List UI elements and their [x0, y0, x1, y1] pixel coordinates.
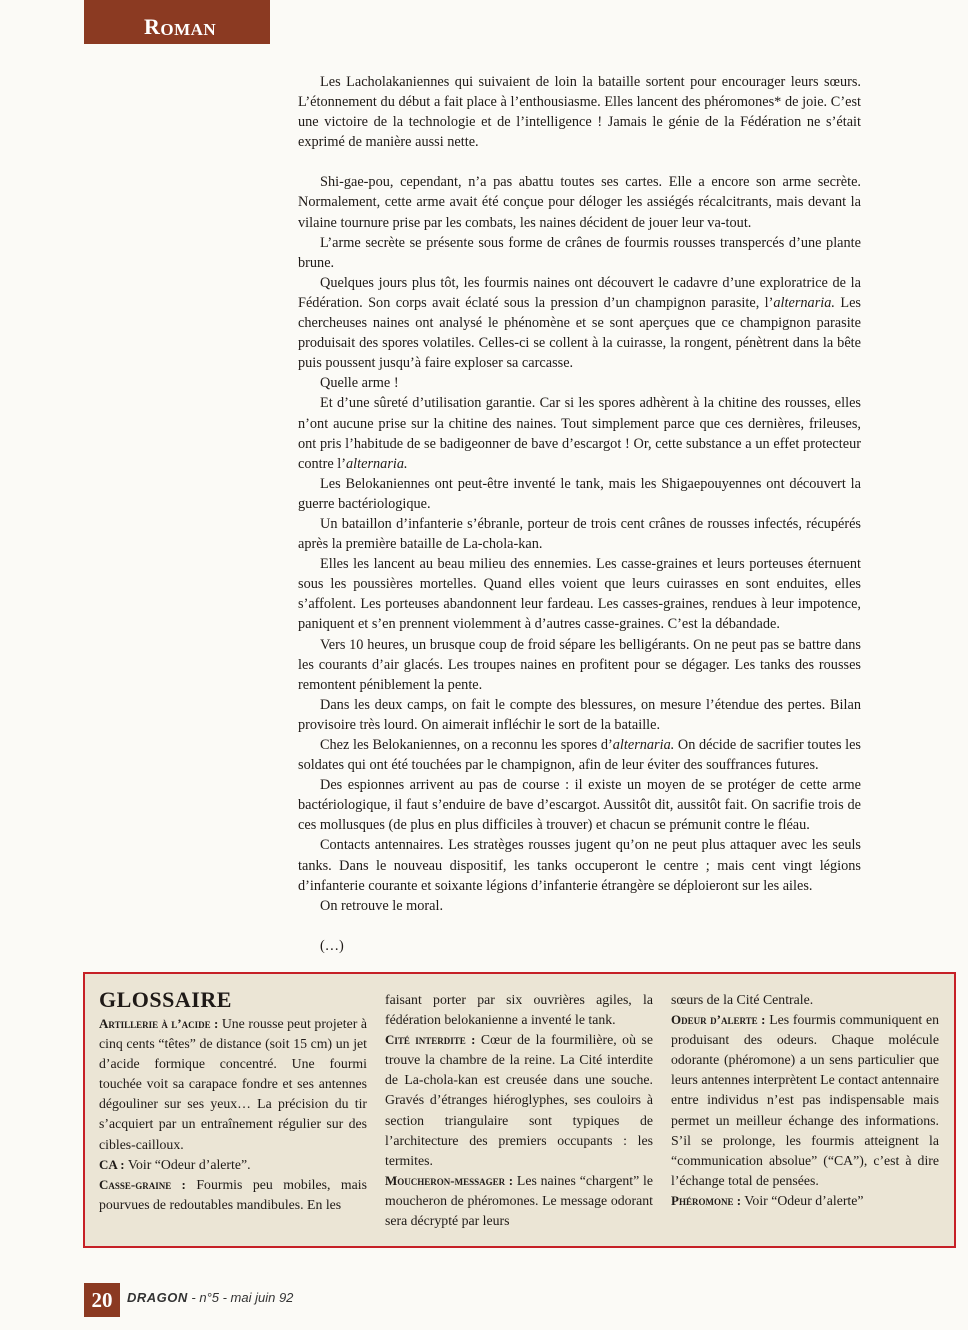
glossary-entry-casse-start — [99, 1175, 367, 1215]
article-paragraph: L’arme secrète se présente sous forme de crânes de fourmis rousses transpercés d’une plante brune. — [298, 234, 861, 271]
article-paragraph: Un bataillon d’infanterie s’ébranle, porteur de trois cent crânes de rousses infectés, récupérés après la première bataille de La-chola-kan. — [298, 515, 861, 553]
section-header — [84, 0, 270, 44]
glossary-box — [83, 972, 956, 1248]
footer-publication — [127, 1290, 293, 1305]
glossary-entry — [671, 1191, 939, 1211]
glossary-definition: Fourmis peu mobiles, mais pourvues de redoutables mandibules. En les — [99, 1176, 367, 1212]
article-ellipsis: (…) — [320, 937, 344, 954]
glossary-entry-casse-cont — [385, 990, 653, 1030]
article-paragraph — [298, 735, 861, 775]
article-paragraph: Dans les deux camps, on fait le compte des blessures, on mesure l’étendue des pertes. Bilan provisoire très lourd. On aimerait infléchir le sort de la bataille. — [298, 696, 861, 733]
article-paragraph: Contacts antennaires. Les stratèges rousses jugent qu’on ne peut plus attaquer avec les seuls tanks. Dans le nouveau dispositif, les tanks occuperont le centre ; mais cent vingt légions d’infanterie courante et soixante légions d’infanterie étrangère se déploieront sur les ailes. — [298, 837, 861, 894]
glossary-entry — [671, 1010, 939, 1191]
section-title-initial: R — [144, 14, 161, 39]
article-paragraph: Elles les lancent au beau milieu des ennemies. Les casse-graines et leurs porteuses éternuent sous les poussières mortelles. Quand elles voient que leurs cuirasses en sont enduites, elles s’affolent. Les porteuses abandonnent leur fardeau. Les casses-graines, rendues à leur impotence, paniquent et s’en prennent violemment à d’autres casse-graines. C’est la débandade. — [298, 556, 861, 633]
glossary-entry — [385, 1030, 653, 1171]
glossary-column-3 — [671, 990, 939, 1211]
glossary-definition: Voir “Odeur d’alerte” — [741, 1192, 864, 1208]
article-paragraph: Des espionnes arrivent au pas de course : il existe un moyen de se protéger de cette arme bactériologique, il faut s’enduire de bave d’escargot. Aussitôt dit, aussitôt fait. On sacrifie trois de ces mollusques (de plus en plus difficiles à trouver) et chacun se prémunit contre le fléau. — [298, 777, 861, 834]
glossary-term: Phéromone : — [671, 1192, 742, 1208]
glossary-entry — [99, 1155, 367, 1175]
glossary-definition: sœurs de la Cité Centrale. — [671, 992, 814, 1007]
glossary-column-2 — [385, 990, 653, 1231]
glossary-term: Artillerie à l’acide : — [99, 1016, 219, 1031]
text-run: Quelques jours plus tôt, les fourmis naines ont découvert le cadavre d’une exploratrice de la Fédération. Son corps avait éclaté sous la pression d’un champignon parasite, l’ — [298, 274, 861, 311]
glossary-entry-moucheron — [385, 1171, 653, 1231]
glossary-definition: Cœur de la fourmilière, où se trouve la chambre de la reine. La Cité interdite de La-chola-kan est creusée dans une souche. Gravés d’étranges hiéroglyphes, ses couloirs à section triangulaire sont typiques de l’architecture des premiers occupants : les termites. — [385, 1032, 653, 1168]
glossary-column-1 — [99, 988, 367, 1215]
glossary-term: Casse-graine : — [99, 1176, 186, 1192]
issue-info: - n°5 - mai juin 92 — [187, 1290, 294, 1305]
italic-term: alternaria. — [612, 737, 675, 753]
glossary-definition: Voir “Odeur d’alerte”. — [124, 1156, 251, 1172]
text-run: Chez les Belokaniennes, on a reconnu les spores d’ — [320, 737, 613, 753]
paragraph-gap — [298, 152, 861, 172]
glossary-term: Odeur d’alerte : — [671, 1012, 766, 1028]
article-paragraph: Les Belokaniennes ont peut-être inventé le tank, mais les Shigaepouyennes ont découvert la guerre bactériologique. — [298, 475, 861, 512]
section-title-rest: OMAN — [160, 20, 217, 39]
italic-term: alternaria. — [346, 455, 408, 472]
glossary-title: GLOSSAIRE — [99, 987, 232, 1012]
article-paragraph: Vers 10 heures, un brusque coup de froid sépare les belligérants. On ne peut pas se battre dans les courants d’air glacés. Les troupes naines en profitent pour se dégager. Les tanks des rousses remontent péniblement la pente. — [298, 636, 861, 693]
page-number: 20 — [84, 1283, 120, 1317]
glossary-definition: Les fourmis communiquent en produisant des odeurs. Chaque molécule odorante (phéromone) a un sens particulier que leurs antennes interprètent Le contact antennaire entre individus n’est pas indispensable mais permet un meilleur échange des informations. S’il se prolonge, les fourmis atteignent la “communication absolue” (“CA”), c’est à dire l’échange total de pensées. — [671, 1012, 939, 1188]
text-run: Et d’une sûreté d’utilisation garantie. Car si les spores adhèrent à la chitine des rousses, elles n’ont aucune prise sur la chitine des naines. Tout simplement parce que ces dernières, frileuses, ont pris l’habitude de se badigeonner de bave d’escargot ! Or, cette substance a un effet protecteur contre l’ — [298, 395, 861, 472]
glossary-definition: Les naines “chargent” le moucheron de phéromones. Le message odorant sera décrypté par leurs — [385, 1172, 653, 1229]
article-paragraph — [298, 393, 861, 473]
text-run: On décide de sacrifier toutes les soldates qui ont été touchées par le champignon, afin de leur éviter des souffrances futures. — [298, 737, 861, 774]
glossary-entry — [99, 1014, 367, 1155]
article-paragraph: On retrouve le moral. — [320, 897, 444, 914]
glossary-term: CA : — [99, 1156, 125, 1172]
italic-term: alternaria. — [773, 294, 835, 311]
glossary-definition: Une rousse peut projeter à cinq cents “têtes” de distance (soit 15 cm) un jet d’acide formique concentré. Une fourmi touchée voit sa carapace fondre et ses antennes dégouliner sur ses yeux… La précision du tir s’acquiert par un entraînement régulier sur des cibles-cailloux. — [99, 1016, 367, 1152]
magazine-name: DRAGON — [127, 1290, 188, 1305]
glossary-definition: faisant porter par six ouvrières agiles, la fédération belokanienne a inventé le tank. — [385, 992, 653, 1028]
article-body — [298, 72, 861, 956]
glossary-term: Moucheron-messager : — [385, 1172, 514, 1188]
article-paragraph: Les Lacholakaniennes qui suivaient de loin la bataille sortent pour encourager leurs sœurs. L’étonnement du début a fait place à l’enthousiasme. Elles lancent des phéromones* de joie. C’est une victoire de la technologie et de l’intelligence ! Jamais le génie de la Fédération ne s’était exprimé de manière aussi nette. — [298, 74, 861, 151]
glossary-entry-moucheron-cont — [671, 990, 939, 1010]
article-paragraph: Quelle arme ! — [320, 375, 399, 392]
article-paragraph — [298, 273, 861, 373]
glossary-term: Cité interdite : — [385, 1032, 476, 1048]
article-paragraph: Shi-gae-pou, cependant, n’a pas abattu toutes ses cartes. Elle a encore son arme secrète. Normalement, cette arme avait été conçue pour déloger les assiégés récalcitrants, mais devant la vilaine tournure prise par les combats, les naines décident de jouer leur va-tout. — [298, 174, 861, 231]
text-run: Les chercheuses naines ont analysé le phénomène et se sont aperçues que ce champignon parasite produisait des spores volatiles. Celles-ci se collent à la cuirasse, la rongent, pénètrent dans la bête puis poussent jusqu’à faire exploser sa carcasse. — [298, 294, 861, 372]
